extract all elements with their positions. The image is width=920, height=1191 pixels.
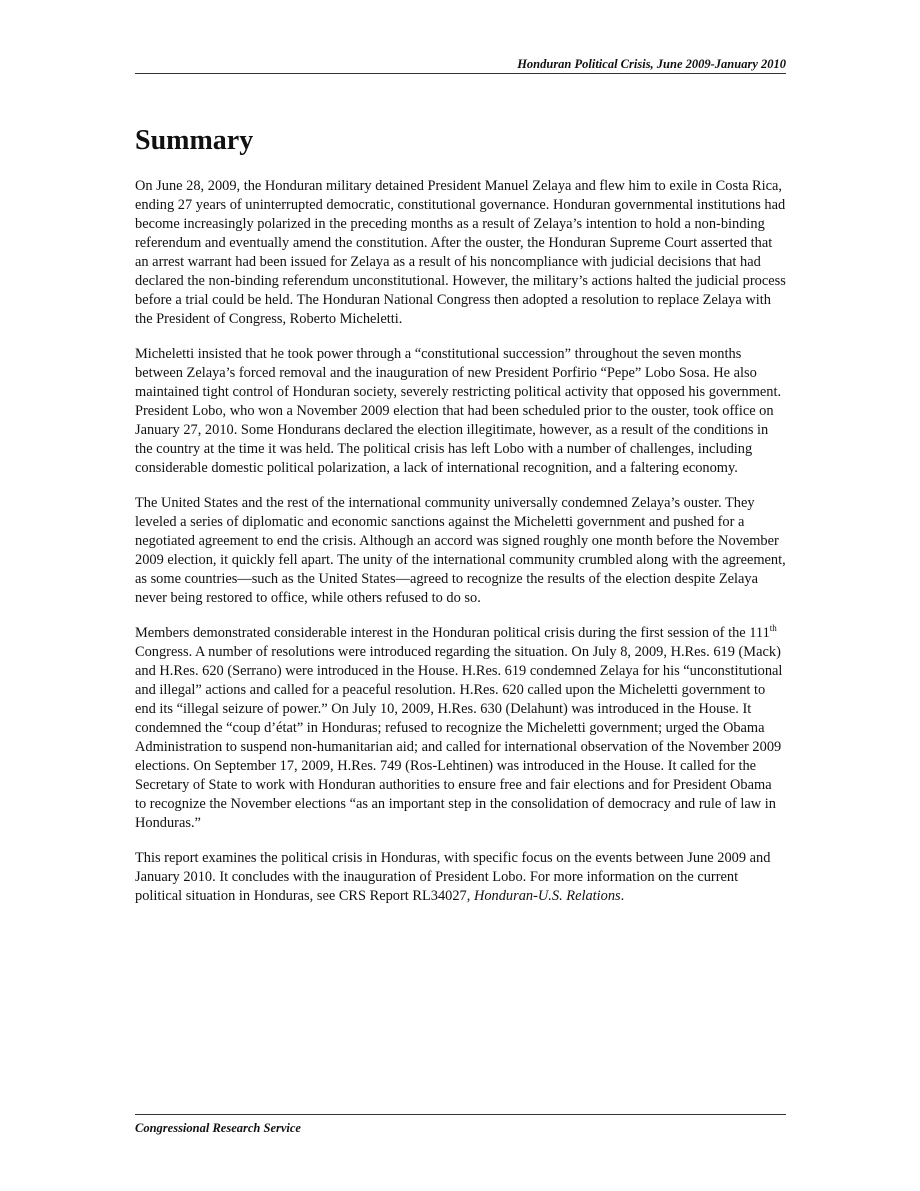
summary-body	[135, 177, 786, 922]
report-title-reference: Honduran-U.S. Relations	[473, 888, 621, 904]
paragraph-congress	[135, 624, 786, 833]
header-divider	[135, 73, 786, 74]
paragraph-congress-part1: Members demonstrated considerable interest in the Honduran political crisis during the first session of the 111	[135, 625, 770, 641]
paragraph-micheletti: Micheletti insisted that he took power through a “constitutional succession” throughout the seven months between Zelaya’s forced removal and the inauguration of new President Porfirio “Pepe” Lobo Sosa. He also maintained tight control of Honduran society, severely restricting political activity that opposed his government. President Lobo, who won a November 2009 election that had been scheduled prior to the ouster, took office on January 27, 2010. Some Hondurans declared the election illegitimate, however, as a result of the conditions in the country at the time it was held. The political crisis has left Lobo with a number of challenges, including considerable domestic political polarization, a lack of international recognition, and a faltering economy.	[135, 346, 782, 476]
paragraph-report-scope	[135, 849, 786, 906]
page-title: Summary	[135, 125, 254, 156]
footer-divider	[135, 1114, 786, 1115]
paragraph-international-response: The United States and the rest of the international community universally condemned Zelaya’s ouster. They leveled a series of diplomatic and economic sanctions against the Micheletti government and pushed for a negotiated agreement to end the crisis. Although an accord was signed roughly one month before the November 2009 election, it quickly fell apart. The unity of the international community crumbled along with the agreement, as some countries—such as the United States—agreed to recognize the results of the election despite Zelaya never being restored to office, while others refused to do so.	[135, 495, 786, 606]
paragraph-report-scope-end: .	[620, 888, 625, 904]
paragraph-congress-part2: Congress. A number of resolutions were introduced regarding the situation. On July 8, 2009, H.Res. 619 (Mack) and H.Res. 620 (Serrano) were introduced in the House. H.Res. 619 condemned Zelaya for his “unconstitutional and illegal” actions and called for a peaceful resolution. H.Res. 620 called upon the Micheletti government to end its “illegal seizure of power.” On July 10, 2009, H.Res. 630 (Delahunt) was introduced in the House. It condemned the “coup d’état” in Honduras; refused to recognize the Micheletti government; urged the Obama Administration to suspend non-humanitarian aid; and called for international observation of the November 2009 elections. On September 17, 2009, H.Res. 749 (Ros-Lehtinen) was introduced in the House. It called for the Secretary of State to work with Honduran authorities to ensure free and fair elections and for President Obama to recognize the November elections “as an important step in the consolidation of democracy and rule of law in Honduras.”	[135, 644, 783, 831]
paragraph-ouster: On June 28, 2009, the Honduran military detained President Manuel Zelaya and flew him to exile in Costa Rica, ending 27 years of uninterrupted democratic, constitutional governance. Honduran governmental institutions had become increasingly polarized in the preceding months as a result of Zelaya’s intention to hold a non-binding referendum and eventually amend the constitution. After the ouster, the Honduran Supreme Court asserted that an arrest warrant had been issued for Zelaya as a result of his noncompliance with judicial decisions that had declared the non-binding referendum unconstitutional. However, the military’s actions halted the judicial process before a trial could be held. The Honduran National Congress then adopted a resolution to replace Zelaya with the President of Congress, Roberto Micheletti.	[135, 178, 786, 327]
paragraph-report-scope-text: This report examines the political crisis in Honduras, with specific focus on the events between June 2009 and January 2010. It concludes with the inauguration of President Lobo. For more information on the current political situation in Honduras, see CRS Report RL34027,	[135, 850, 771, 904]
ordinal-suffix: th	[769, 623, 777, 634]
running-header: Honduran Political Crisis, June 2009-January 2010	[517, 57, 786, 71]
footer-label: Congressional Research Service	[135, 1121, 301, 1135]
